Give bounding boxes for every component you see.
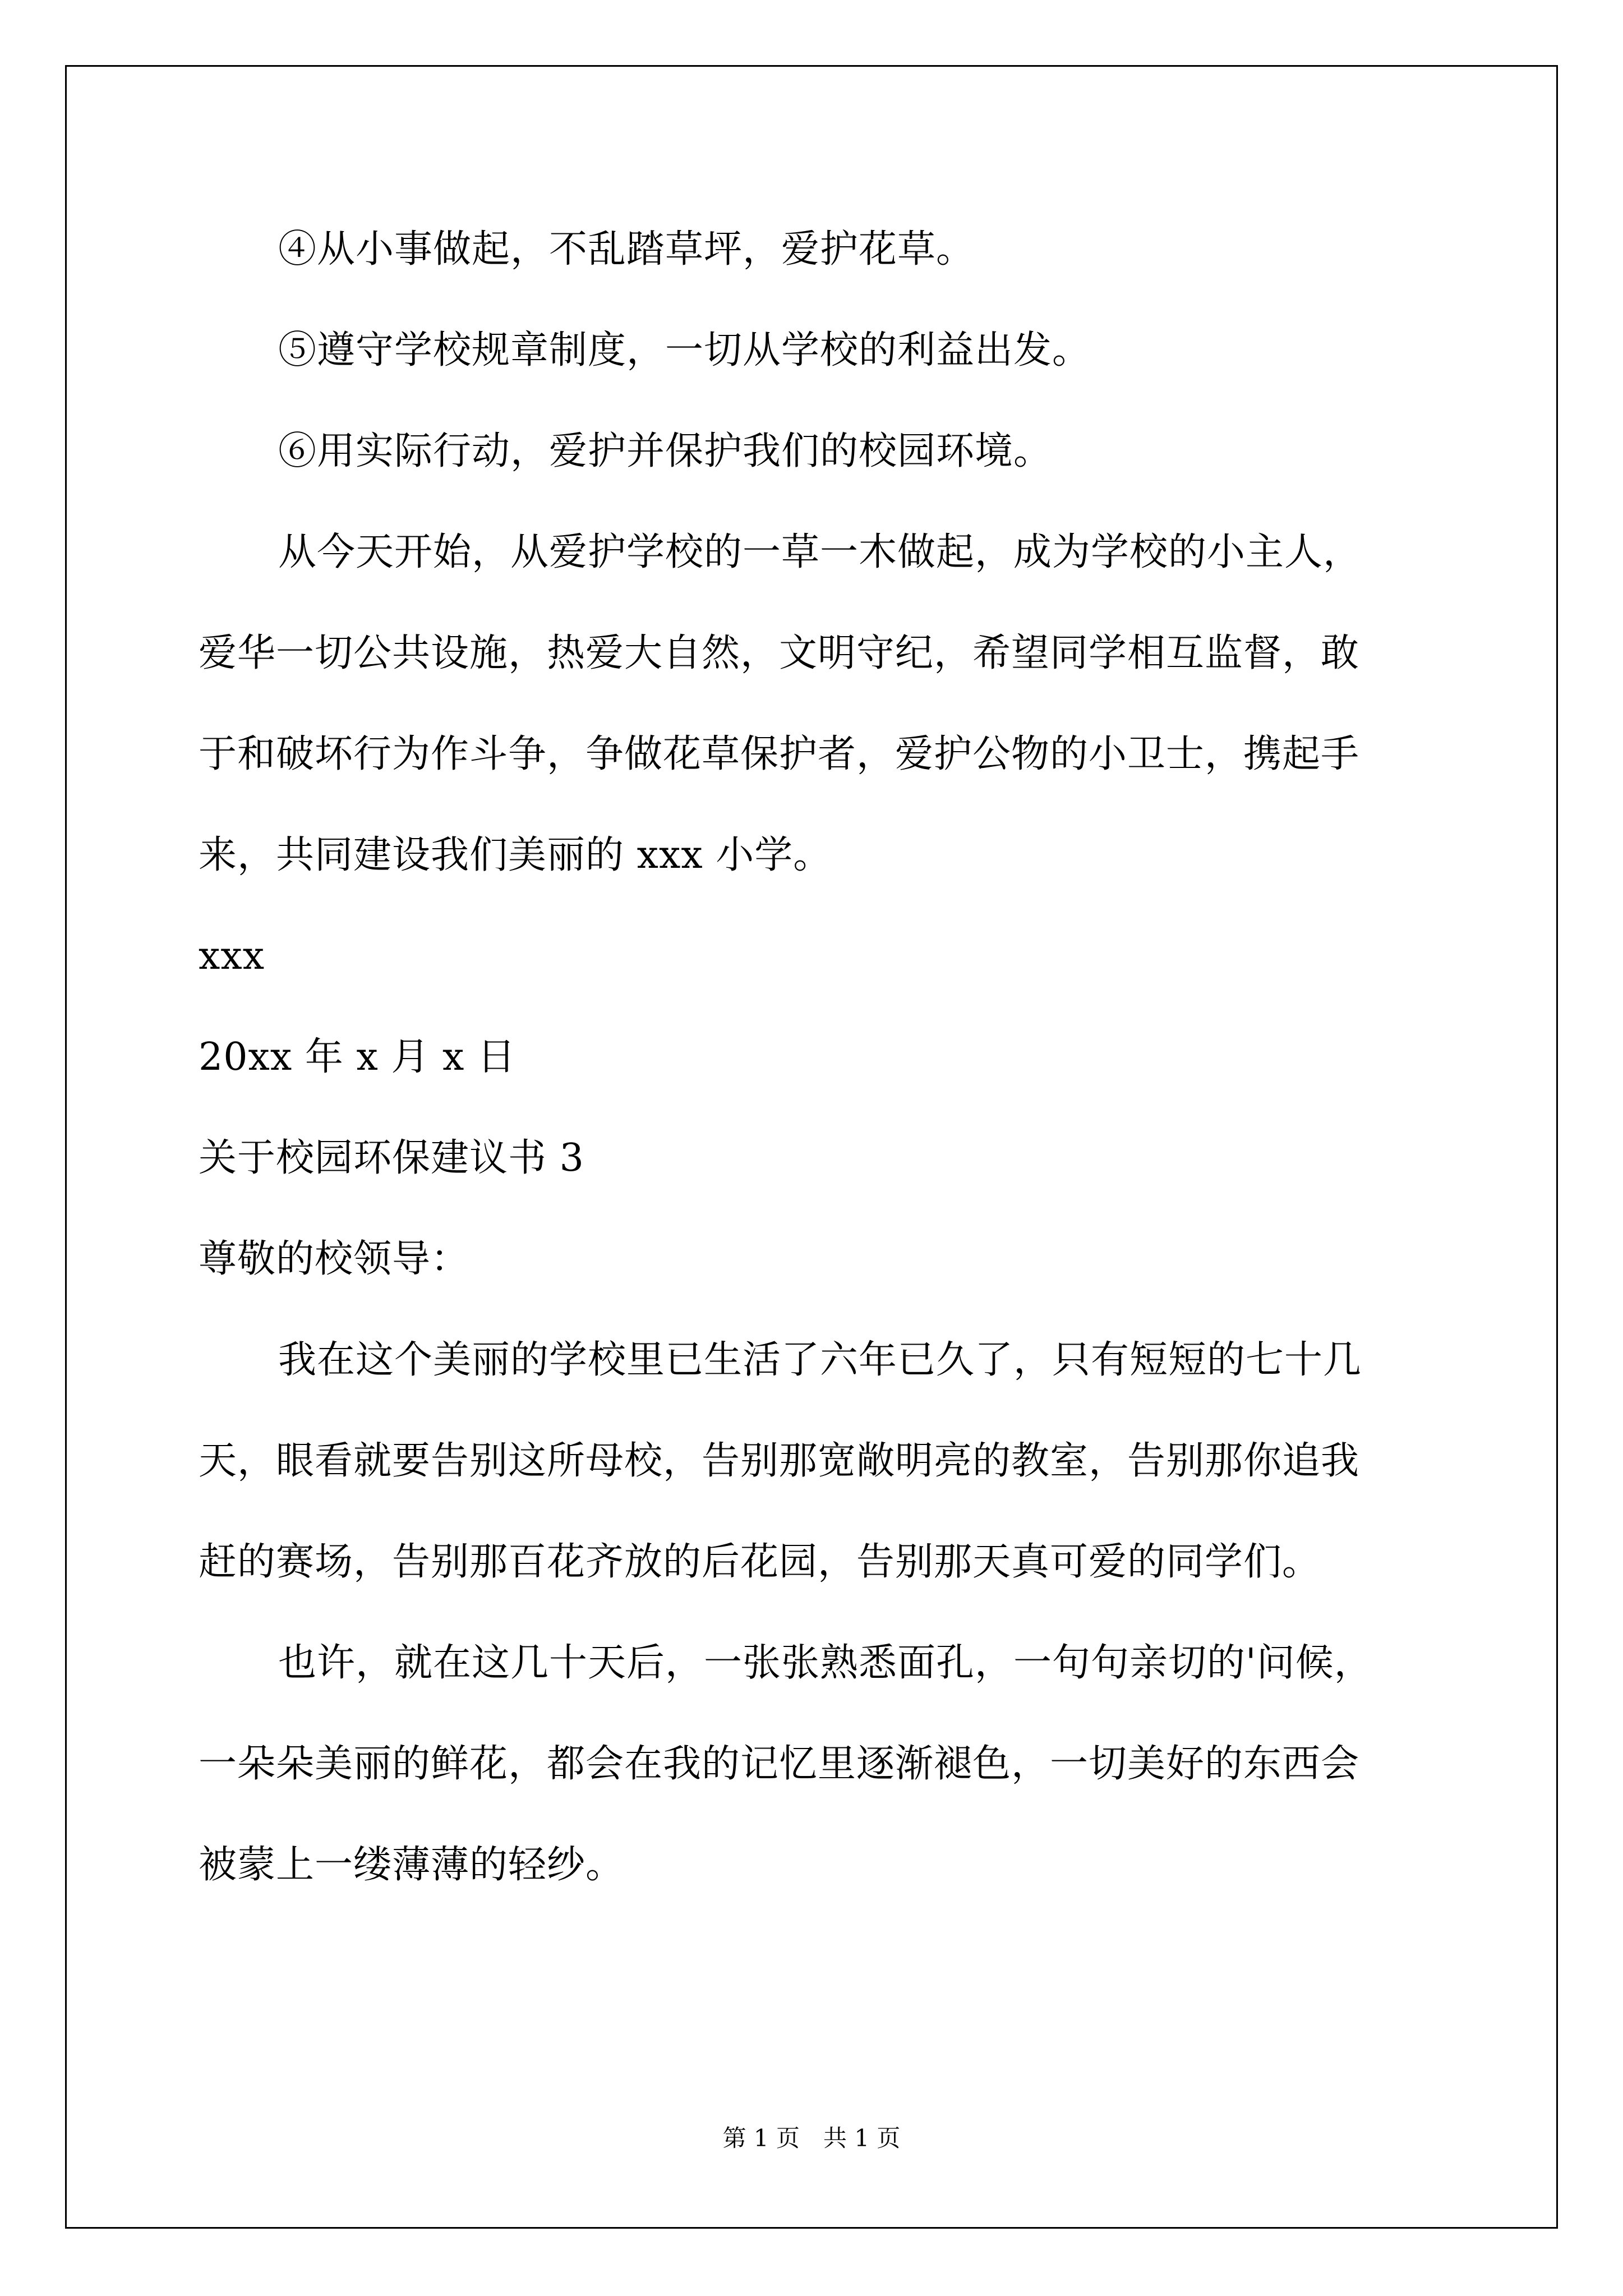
paragraph-line: 从今天开始，从爱护学校的一草一木做起，成为学校的小主人， [278, 530, 1362, 574]
signature: xxx [199, 934, 265, 978]
list-item-4: ④从小事做起，不乱踏草坪，爱护花草。 [278, 227, 975, 272]
list-item-6: ⑥用实际行动，爱护并保护我们的校园环境。 [278, 429, 1053, 473]
paragraph-line: 于和破坏行为作斗争，争做花草保护者，爱护公物的小卫士，携起手 [199, 732, 1360, 776]
salutation: 尊敬的校领导： [199, 1237, 470, 1281]
list-item-5: ⑤遵守学校规章制度，一切从学校的利益出发。 [278, 328, 1091, 372]
page-number: 第 1 页 共 1 页 [722, 2124, 901, 2152]
paragraph-line: 天，眼看就要告别这所母校，告别那宽敞明亮的教室，告别那你追我 [199, 1439, 1360, 1483]
paragraph-line: 爱华一切公共设施，热爱大自然，文明守纪，希望同学相互监督，敢 [199, 631, 1360, 675]
paragraph-line: 来，共同建设我们美丽的 xxx 小学。 [199, 833, 832, 877]
paragraph-line: 被蒙上一缕薄薄的轻纱。 [199, 1843, 625, 1887]
paragraph-line: 赶的赛场，告别那百花齐放的后花园，告别那天真可爱的同学们。 [199, 1540, 1321, 1584]
date: 20xx 年 x 月 x 日 [199, 1035, 517, 1079]
paragraph-line: 也许，就在这几十天后，一张张熟悉面孔，一句句亲切的'问候， [278, 1641, 1373, 1685]
section-title: 关于校园环保建议书 3 [199, 1136, 584, 1180]
paragraph-line: 我在这个美丽的学校里已生活了六年已久了，只有短短的七十几 [278, 1338, 1362, 1382]
paragraph-line: 一朵朵美丽的鲜花，都会在我的记忆里逐渐褪色，一切美好的东西会 [199, 1742, 1360, 1786]
